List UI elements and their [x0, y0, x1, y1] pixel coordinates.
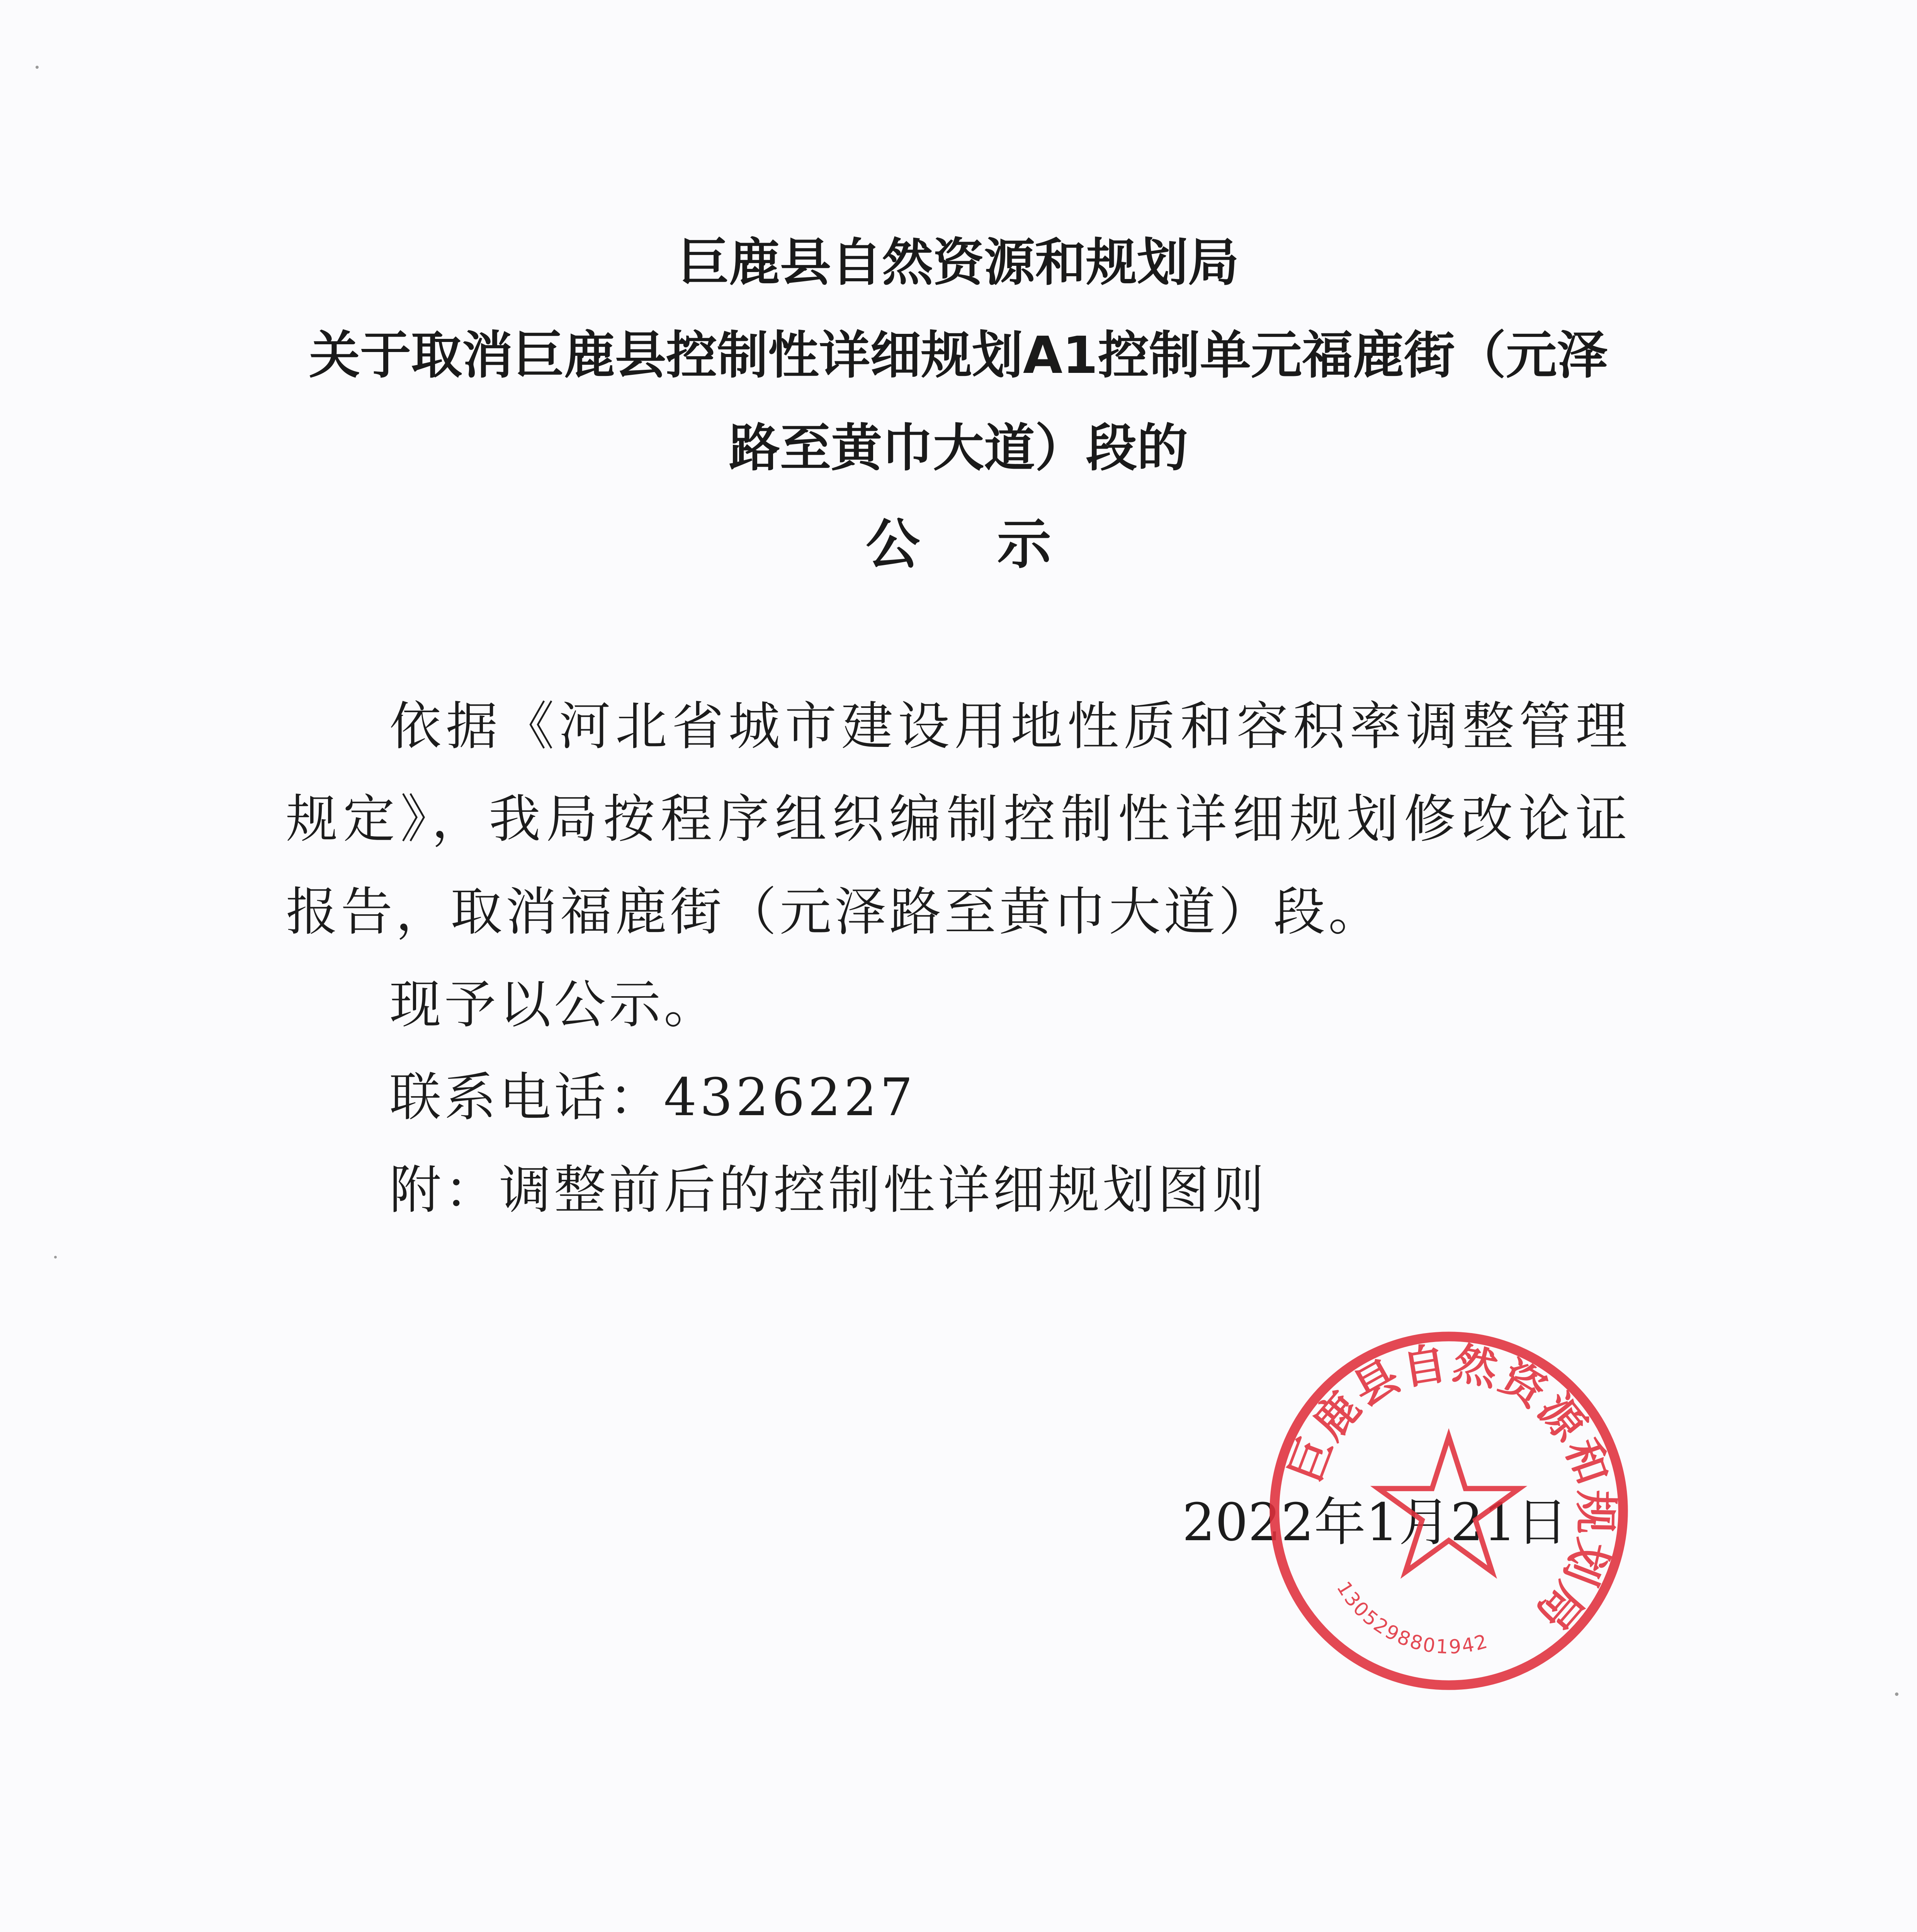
document-body [286, 680, 1630, 1236]
body-paragraph: 依据《河北省城市建设用地性质和容积率调整管理规定》，我局按程序组织编制控制性详细规划修改论证报告，取消福鹿街（元泽路至黄巾大道）段。 [286, 696, 1630, 942]
seal-text: 巨鹿县自然资源和规划局 [1280, 1337, 1621, 1641]
title-line-1: 巨鹿县自然资源和规划局 [678, 233, 1239, 293]
scan-speck [36, 66, 39, 69]
title-line-3: 路至黄巾大道）段的 [729, 418, 1188, 478]
official-seal [1263, 1325, 1634, 1696]
scan-speck [54, 1256, 57, 1259]
seal-code: 1305298801942 [1332, 1577, 1491, 1658]
title-line-2: 关于取消巨鹿县控制性详细规划A1控制单元福鹿街（元泽 [309, 326, 1608, 385]
document-date: 2022年1月21日 [1182, 1492, 1568, 1553]
title-notice: 公示 [865, 513, 1128, 576]
attachment-line: 附：调整前后的控制性详细规划图则 [389, 1160, 1268, 1220]
seal-star-icon [1378, 1437, 1519, 1572]
document-title [270, 216, 1647, 595]
scan-speck [1895, 1692, 1898, 1696]
announce-line: 现予以公示。 [389, 975, 719, 1035]
contact-phone-line: 联系电话：4326227 [389, 1067, 916, 1128]
